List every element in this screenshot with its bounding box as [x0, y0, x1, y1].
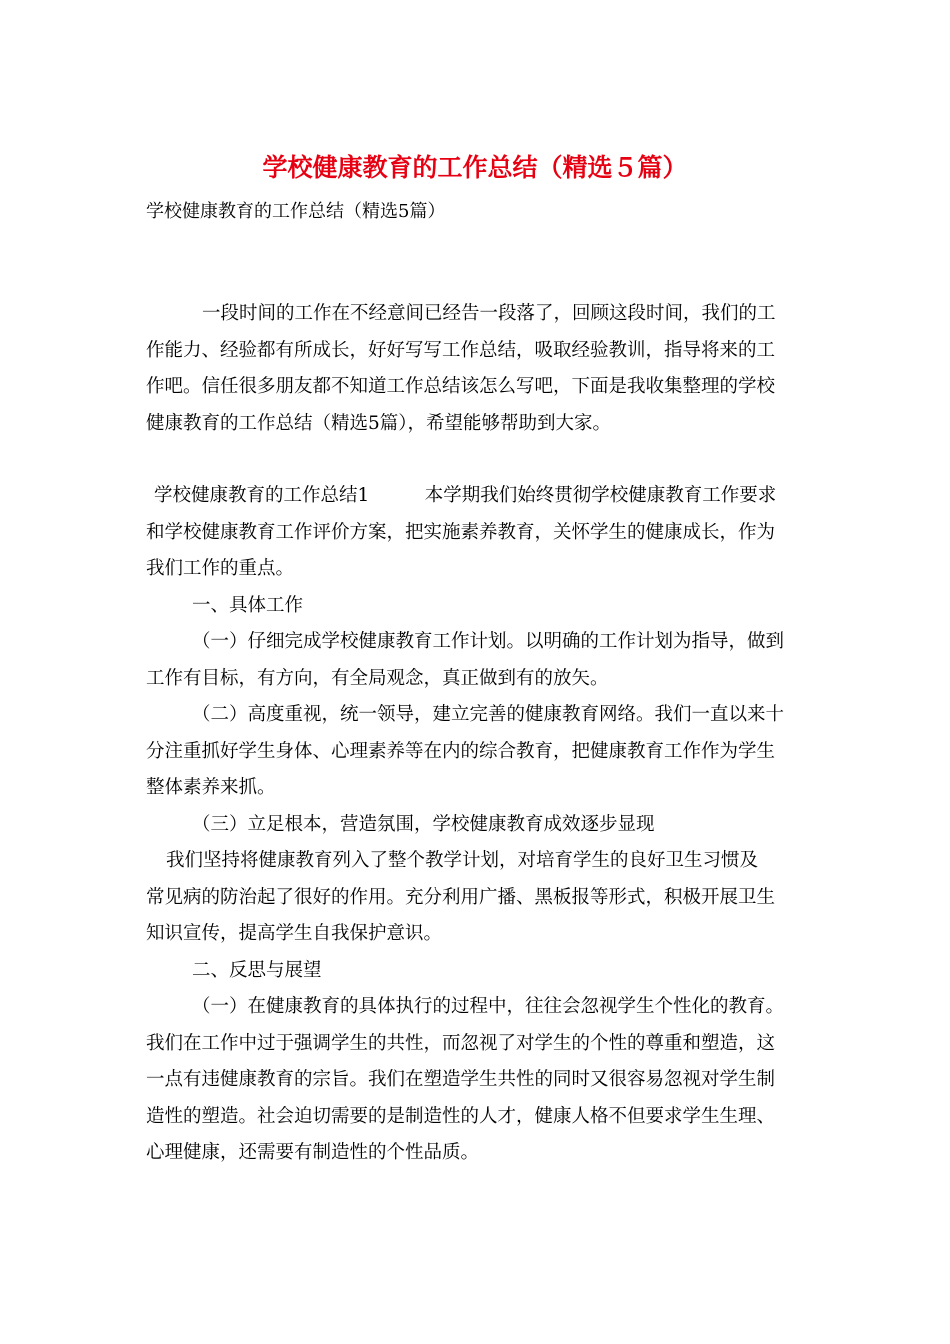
- document-title: 学校健康教育的工作总结（精选５篇）: [262, 153, 688, 182]
- section-1-paragraph: [146, 478, 816, 1172]
- text-line: 心理健康，还需要有制造性的个性品质。: [146, 1142, 480, 1163]
- text-line: 和学校健康教育工作评价方案，把实施素养教育，关怀学生的健康成长，作为: [146, 521, 776, 543]
- text-line: 学校健康教育的工作总结1 本学期我们始终贯彻学校健康教育工作要求: [154, 485, 777, 506]
- document-subtitle: 学校健康教育的工作总结（精选5篇）: [146, 201, 446, 222]
- section-heading: 二、反思与展望: [192, 959, 322, 981]
- text-line: （一）在健康教育的具体执行的过程中，往往会忽视学生个性化的教育。: [192, 996, 785, 1017]
- text-line: 我们工作的重点。: [146, 558, 295, 579]
- section-heading: 一、具体工作: [192, 594, 304, 616]
- text-line: 作吧。信任很多朋友都不知道工作总结该怎么写吧，下面是我收集整理的学校: [146, 376, 776, 397]
- text-line: 整体素养来抓。: [146, 777, 276, 798]
- text-line: （一）仔细完成学校健康教育工作计划。以明确的工作计划为指导，做到: [192, 631, 785, 652]
- text-line: 我们在工作中过于强调学生的共性，而忽视了对学生的个性的尊重和塑造，这: [146, 1032, 776, 1054]
- text-line: 一点有违健康教育的宗旨。我们在塑造学生共性的同时又很容易忽视对学生制: [146, 1069, 776, 1090]
- text-line: 常见病的防治起了很好的作用。充分利用广播、黑板报等形式，积极开展卫生: [146, 886, 776, 908]
- text-line: （二）高度重视，统一领导，建立完善的健康教育网络。我们一直以来十: [192, 704, 785, 725]
- text-line: 我们坚持将健康教育列入了整个教学计划，对培育学生的良好卫生习惯及: [166, 850, 759, 871]
- text-line: 健康教育的工作总结（精选5篇），希望能够帮助到大家。: [146, 412, 612, 434]
- text-line: 一段时间的工作在不经意间已经告一段落了，回顾这段时间，我们的工: [202, 303, 776, 324]
- text-line: 造性的塑造。社会迫切需要的是制造性的人才，健康人格不但要求学生生理、: [146, 1105, 776, 1127]
- intro-paragraph: [146, 296, 816, 442]
- text-line: （三）立足根本，营造氛围，学校健康教育成效逐步显现: [192, 813, 655, 835]
- text-line: 分注重抓好学生身体、心理素养等在内的综合教育，把健康教育工作作为学生: [146, 740, 776, 762]
- text-line: 作能力、经验都有所成长，好好写写工作总结，吸取经验教训，指导将来的工: [146, 339, 776, 361]
- text-line: 知识宣传，提高学生自我保护意识。: [146, 923, 443, 944]
- text-line: 工作有目标，有方向，有全局观念，真正做到有的放矢。: [146, 667, 609, 689]
